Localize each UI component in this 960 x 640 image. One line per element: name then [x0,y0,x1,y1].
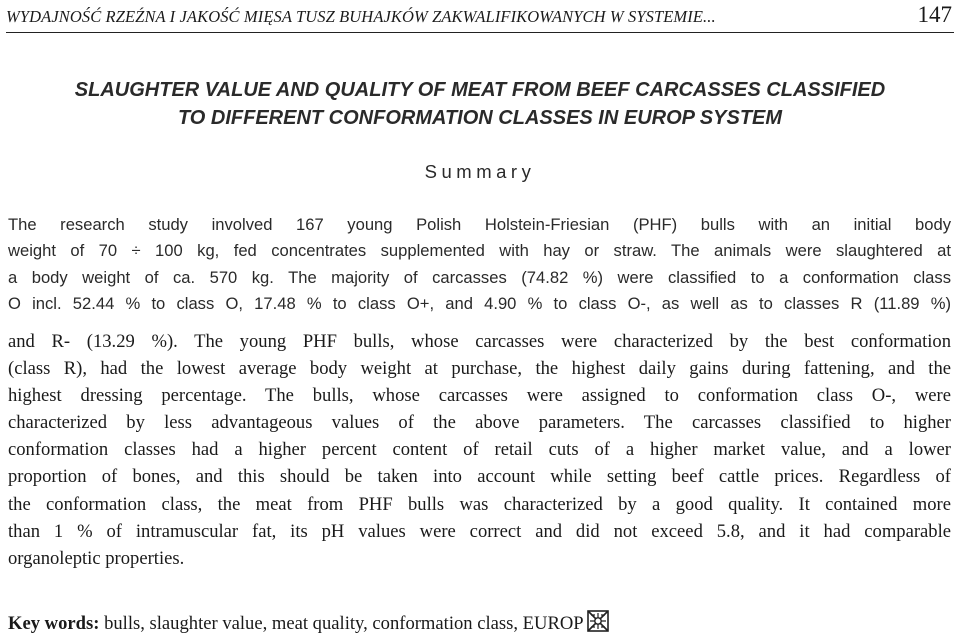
title-line: TO DIFFERENT CONFORMATION CLASSES IN EUROP SYSTEM [177,107,783,129]
text-line: conformation classes had a higher percent content of retail cuts of a higher market value, and a lower [8,439,951,461]
keywords-text: bulls, slaughter value, meat quality, conformation class, EUROP [99,613,584,634]
keywords-label: Key words: [8,613,100,634]
text-line: O incl. 52.44 % to class O, 17.48 % to class O+, and 4.90 % to class O-, as well as to classes R (11.89 %) [8,294,951,314]
article-title [0,76,960,132]
text-line: weight of 70 ÷ 100 kg, fed concentrates supplemented with hay or straw. The animals were slaughtered at [8,241,951,261]
summary-paragraph-sans [8,212,951,318]
text-line: than 1 % of intramuscular fat, its pH values were correct and did not exceed 5.8, and it had comparable [8,520,951,542]
text-line: (class R), had the lowest average body weight at purchase, the highest daily gains during fattening, and the [8,358,951,380]
running-header [6,2,954,33]
text-line: a body weight of ca. 570 kg. The majority of carcasses (74.82 %) were classified to a conformation class [8,267,951,287]
text-line: highest dressing percentage. The bulls, whose carcasses were assigned to conformation class O-, were [8,385,951,407]
end-mark-icon [587,610,609,638]
page-number: 147 [917,2,952,27]
summary-paragraph-serif [8,328,951,572]
summary-heading: Summary [424,161,536,182]
keywords-line [8,610,948,638]
running-title: WYDAJNOŚĆ RZEŹNA I JAKOŚĆ MIĘSA TUSZ BUHAJKÓW ZAKWALIFIKOWANYCH W SYSTEMIE... [6,7,716,26]
text-line: the conformation class, the meat from PHF bulls was characterized by a good quality. It contained more [8,493,951,515]
text-line: characterized by less advantageous values of the above parameters. The carcasses classified to higher [8,412,951,434]
title-line: SLAUGHTER VALUE AND QUALITY OF MEAT FROM BEEF CARCASSES CLASSIFIED [74,79,886,101]
text-line: proportion of bones, and this should be taken into account while setting beef cattle prices. Regardless of [8,466,951,488]
text-line: organoleptic properties. [8,547,185,569]
text-line: and R- (13.29 %). The young PHF bulls, whose carcasses were characterized by the best conformation [8,331,951,352]
text-line: The research study involved 167 young Polish Holstein-Friesian (PHF) bulls with an initial body [8,215,951,234]
